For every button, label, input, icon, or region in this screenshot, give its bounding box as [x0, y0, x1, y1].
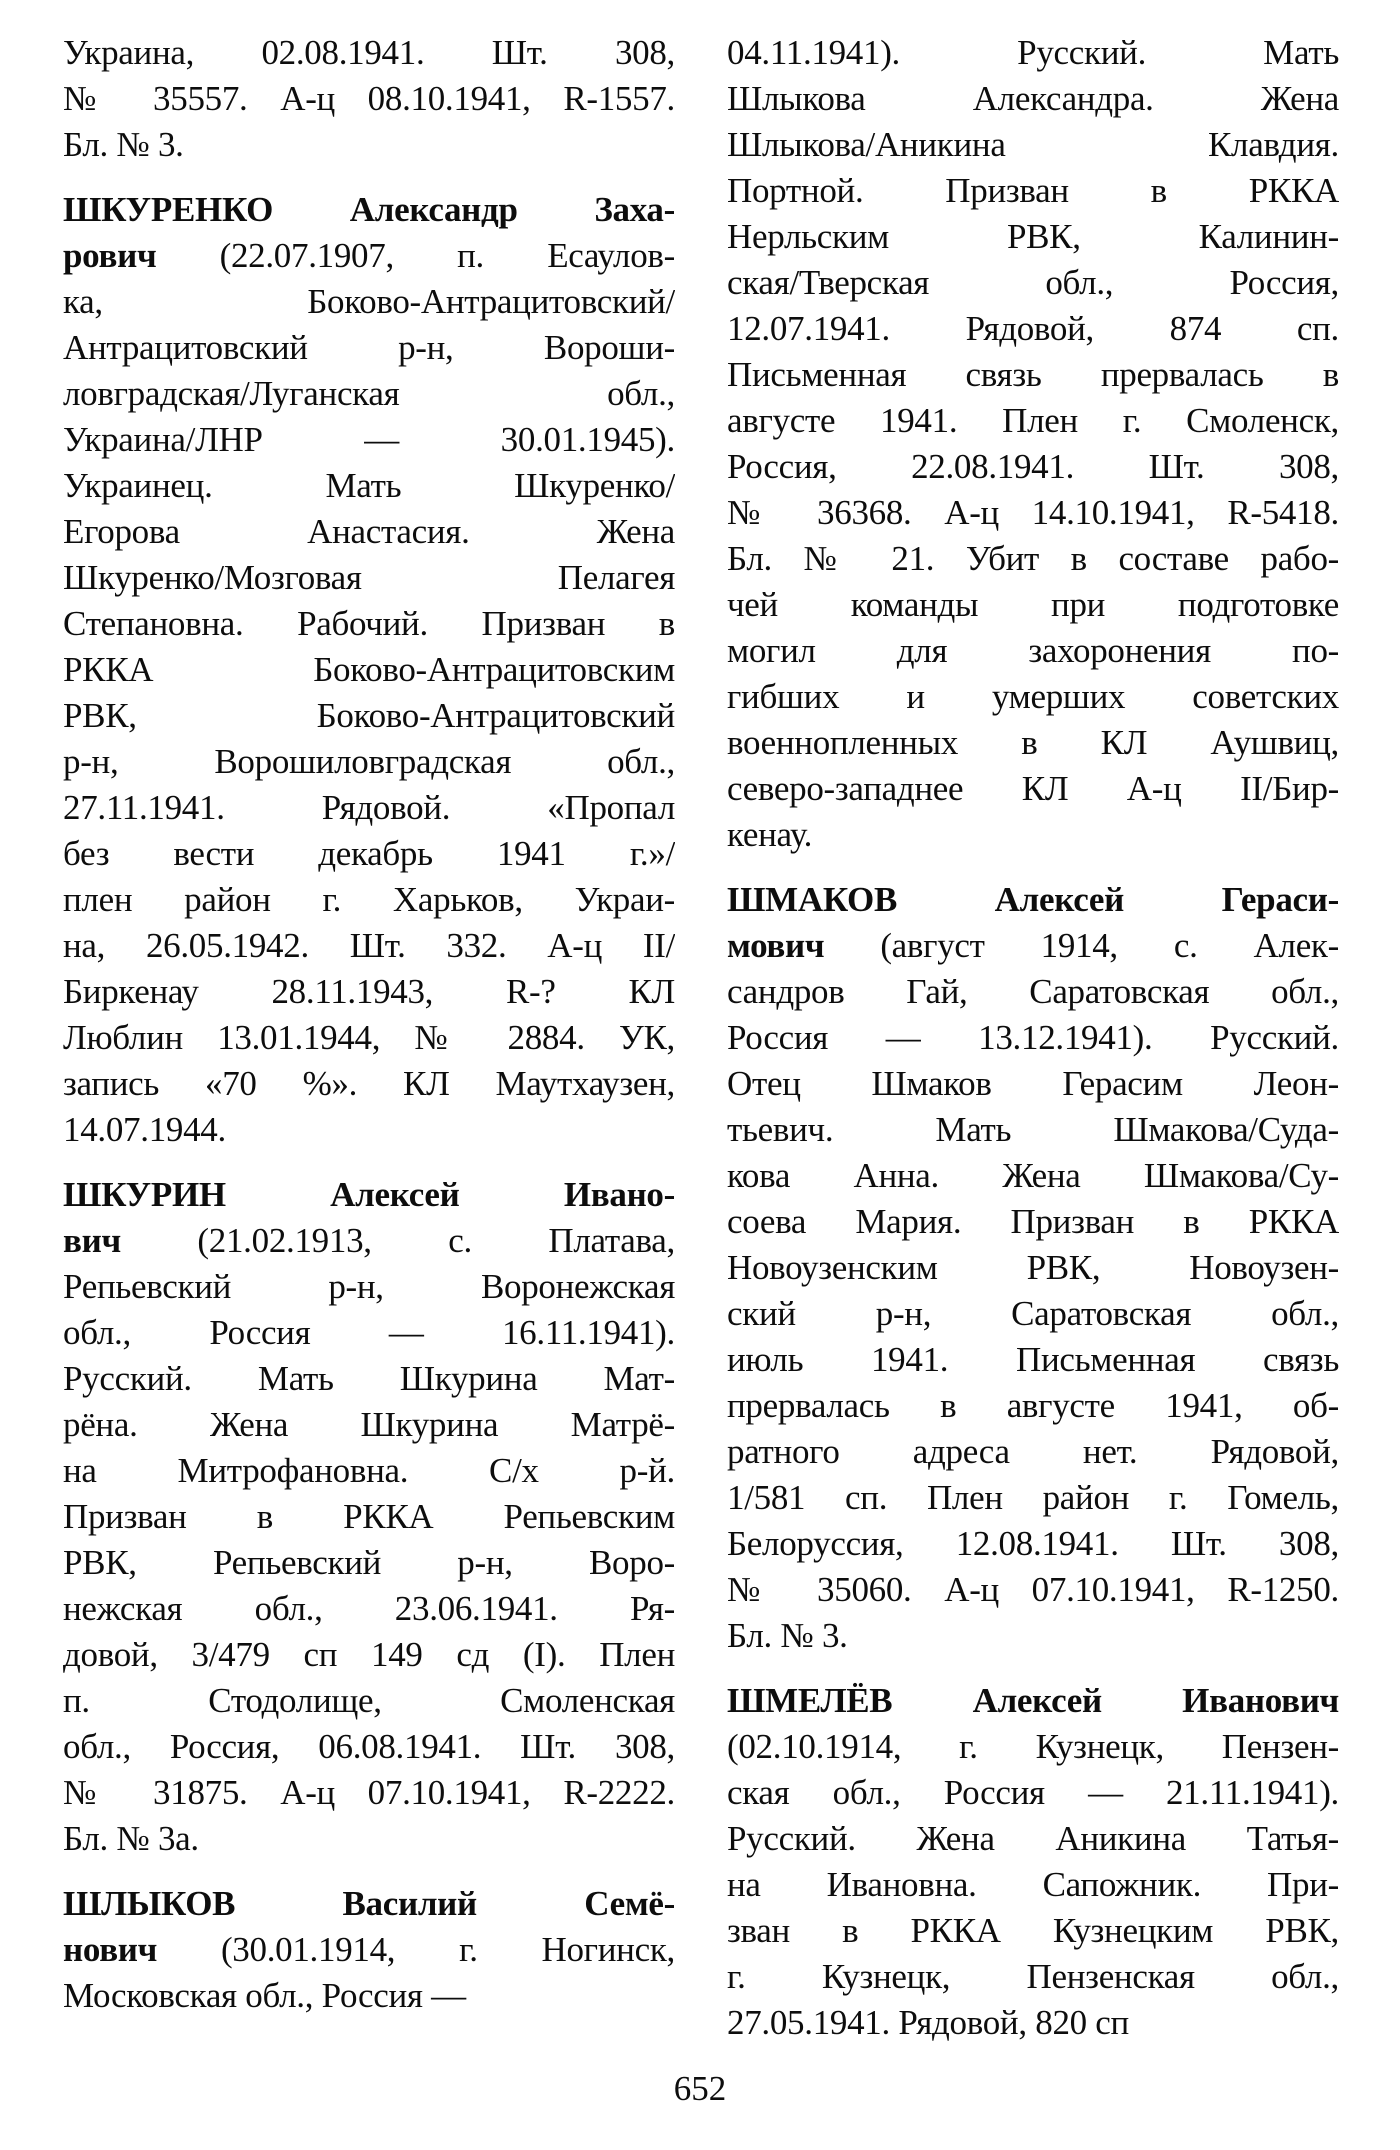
entry-text: зван в РККА Кузнецким РВК,	[727, 1911, 1339, 1950]
text-line	[63, 1264, 675, 1310]
entry-text: Антрацитовский р-н, Вороши-	[63, 328, 675, 367]
entry-text: 1/581 сп. Плен район г. Гомель,	[727, 1478, 1339, 1517]
entry-text: 27.11.1941. Рядовой. «Пропал	[63, 788, 675, 827]
text-line	[63, 279, 675, 325]
text-line	[727, 1337, 1339, 1383]
entry-text: Егорова Анастасия. Жена	[63, 512, 675, 551]
page-number: 652	[673, 2069, 727, 2108]
text-line	[727, 1908, 1339, 1954]
entry-text: Отец Шмаков Герасим Леон-	[727, 1064, 1339, 1103]
entry-text: прервалась в августе 1941, об-	[727, 1386, 1339, 1425]
entry-text: ратного адреса нет. Рядовой,	[727, 1432, 1339, 1471]
right-column	[727, 30, 1339, 2046]
entry-text: Шлыкова/Аникина Клавдия.	[727, 125, 1339, 164]
entry-text: Репьевский р-н, Воронежская	[63, 1267, 675, 1306]
entry-text: Украина, 02.08.1941. Шт. 308,	[63, 33, 675, 72]
entry-text: июль 1941. Письменная связь	[727, 1340, 1339, 1379]
entry-text: плен район г. Харьков, Украи-	[63, 880, 675, 919]
entry-shmelyov	[727, 1678, 1339, 2046]
entry-text: 14.07.1944.	[63, 1110, 226, 1149]
text-line	[727, 214, 1339, 260]
text-line	[727, 1678, 1339, 1724]
text-line	[727, 1521, 1339, 1567]
entry-text: ловградская/Луганская обл.,	[63, 374, 675, 413]
entry-header-name: ШКУРЕНКО Александр Заха-	[63, 190, 675, 229]
entry-text: (02.10.1914, г. Кузнецк, Пензен-	[727, 1727, 1339, 1766]
entry-shlykov	[63, 1881, 675, 2019]
text-line	[727, 720, 1339, 766]
text-line	[727, 1429, 1339, 1475]
text-line	[63, 1540, 675, 1586]
entry-text: Письменная связь прервалась в	[727, 355, 1339, 394]
text-line	[63, 1218, 675, 1264]
entry-text: обл., Россия — 16.11.1941).	[63, 1313, 675, 1352]
text-line	[727, 1383, 1339, 1429]
entry-text: кова Анна. Жена Шмакова/Су-	[727, 1156, 1339, 1195]
entry-text: Бл. № 3.	[727, 1616, 848, 1655]
entry-text: Люблин 13.01.1944, № 2884. УК,	[63, 1018, 675, 1057]
entry-text: рёна. Жена Шкурина Матрё-	[63, 1405, 675, 1444]
entry-text: № 35060. А-ц 07.10.1941, R-1250.	[727, 1570, 1339, 1609]
entry-text: № 36368. А-ц 14.10.1941, R-5418.	[727, 493, 1339, 532]
entry-text: Призван в РККА Репьевским	[63, 1497, 675, 1536]
text-line	[727, 766, 1339, 812]
entry-text: (22.07.1907, п. Есаулов-	[156, 236, 675, 275]
text-line	[63, 463, 675, 509]
entry-text: Русский. Жена Аникина Татья-	[727, 1819, 1339, 1858]
text-line	[63, 122, 675, 168]
text-line	[727, 1816, 1339, 1862]
text-line	[63, 1770, 675, 1816]
entry-text: (30.01.1914, г. Ногинск,	[157, 1930, 675, 1969]
text-line	[63, 187, 675, 233]
text-line	[727, 1107, 1339, 1153]
entry-text: северо-западнее КЛ А-ц II/Бир-	[727, 769, 1339, 808]
text-columns	[63, 30, 1339, 2046]
text-line	[63, 233, 675, 279]
entry-text: кенау.	[727, 815, 813, 854]
text-line	[63, 1973, 675, 2019]
text-line	[727, 1153, 1339, 1199]
text-line	[727, 674, 1339, 720]
entry-header-name: ШЛЫКОВ Василий Семё-	[63, 1884, 675, 1923]
text-line	[727, 306, 1339, 352]
entry-text: 27.05.1941. Рядовой, 820 сп	[727, 2003, 1129, 2042]
entry-text: на, 26.05.1942. Шт. 332. А-ц II/	[63, 926, 675, 965]
text-line	[727, 1954, 1339, 2000]
entry-text: Русский. Мать Шкурина Мат-	[63, 1359, 675, 1398]
text-line	[727, 1199, 1339, 1245]
text-line	[63, 1448, 675, 1494]
text-line	[63, 831, 675, 877]
text-line	[63, 30, 675, 76]
text-line	[727, 628, 1339, 674]
text-line	[63, 1881, 675, 1927]
entry-text: Россия, 22.08.1941. Шт. 308,	[727, 447, 1339, 486]
text-line	[727, 1015, 1339, 1061]
entry-text: Нерльским РВК, Калинин-	[727, 217, 1339, 256]
text-line	[727, 536, 1339, 582]
entry-text: г. Кузнецк, Пензенская обл.,	[727, 1957, 1339, 1996]
entry-text: соева Мария. Призван в РККА	[727, 1202, 1339, 1241]
entry-text: № 35557. А-ц 08.10.1941, R-1557.	[63, 79, 675, 118]
text-line	[727, 582, 1339, 628]
entry-shlykov-continuation	[727, 30, 1339, 858]
text-line	[63, 371, 675, 417]
text-line	[63, 647, 675, 693]
entry-text: Степановна. Рабочий. Призван в	[63, 604, 675, 643]
text-line	[63, 555, 675, 601]
text-line	[727, 1613, 1339, 1659]
text-line	[63, 1356, 675, 1402]
entry-text: (21.02.1913, с. Платава,	[120, 1221, 675, 1260]
entry-text: Новоузенским РВК, Новоузен-	[727, 1248, 1339, 1287]
entry-text: на Митрофановна. С/х р-й.	[63, 1451, 675, 1490]
entry-text: без вести декабрь 1941 г.»/	[63, 834, 675, 873]
entry-shkurenko	[63, 187, 675, 1153]
entry-header-name: нович	[63, 1930, 158, 1969]
entry-text: (август 1914, с. Алек-	[824, 926, 1339, 965]
entry-text: Шлыкова Александра. Жена	[727, 79, 1339, 118]
entry-text: р-н, Ворошиловградская обл.,	[63, 742, 675, 781]
entry-text: военнопленных в КЛ Аушвиц,	[727, 723, 1339, 762]
entry-text: Бл. № 3а.	[63, 1819, 199, 1858]
text-line	[63, 693, 675, 739]
entry-text: нежская обл., 23.06.1941. Ря-	[63, 1589, 675, 1628]
entry-header-name: рович	[63, 236, 157, 275]
text-line	[727, 877, 1339, 923]
entry-text: ская/Тверская обл., Россия,	[727, 263, 1339, 302]
text-line	[727, 969, 1339, 1015]
text-line	[63, 739, 675, 785]
text-line	[727, 1475, 1339, 1521]
entry-text: чей команды при подготовке	[727, 585, 1339, 624]
text-line	[727, 352, 1339, 398]
text-line	[727, 2000, 1339, 2046]
text-line	[727, 1862, 1339, 1908]
left-column	[63, 30, 675, 2046]
entry-text: 04.11.1941). Русский. Мать	[727, 33, 1339, 72]
text-line	[727, 398, 1339, 444]
text-line	[727, 122, 1339, 168]
text-line	[63, 923, 675, 969]
text-line	[727, 30, 1339, 76]
text-line	[727, 260, 1339, 306]
entry-text: Белоруссия, 12.08.1941. Шт. 308,	[727, 1524, 1339, 1563]
text-line	[63, 1172, 675, 1218]
entry-shmakov	[727, 877, 1339, 1659]
text-line	[727, 1291, 1339, 1337]
text-line	[727, 1770, 1339, 1816]
entry-text: на Ивановна. Сапожник. При-	[727, 1865, 1339, 1904]
text-line	[63, 1678, 675, 1724]
text-line	[63, 1107, 675, 1153]
entry-text: ская обл., Россия — 21.11.1941).	[727, 1773, 1339, 1812]
text-line	[727, 444, 1339, 490]
text-line	[63, 1586, 675, 1632]
text-line	[63, 1494, 675, 1540]
text-line	[63, 1632, 675, 1678]
entry-text: гибших и умерших советских	[727, 677, 1339, 716]
text-line	[727, 1245, 1339, 1291]
text-line	[727, 923, 1339, 969]
entry-text: ка, Боково-Антрацитовский/	[63, 282, 675, 321]
text-line	[63, 785, 675, 831]
entry-text: ский р-н, Саратовская обл.,	[727, 1294, 1339, 1333]
text-line	[63, 969, 675, 1015]
entry-text: РВК, Боково-Антрацитовский	[63, 696, 675, 735]
entry-text: довой, 3/479 сп 149 сд (I). Плен	[63, 1635, 675, 1674]
text-line	[63, 509, 675, 555]
text-line	[63, 1816, 675, 1862]
text-line	[63, 76, 675, 122]
entry-text: № 31875. А-ц 07.10.1941, R-2222.	[63, 1773, 675, 1812]
text-line	[63, 1724, 675, 1770]
text-line	[63, 877, 675, 923]
entry-header-name: ШМАКОВ Алексей Гераси-	[727, 880, 1339, 919]
entry-text: РККА Боково-Антрацитовским	[63, 650, 675, 689]
text-line	[63, 1927, 675, 1973]
entry-text: могил для захоронения по-	[727, 631, 1339, 670]
text-line	[727, 76, 1339, 122]
entry-text: запись «70 %». КЛ Маутхаузен,	[63, 1064, 675, 1103]
text-line	[63, 1061, 675, 1107]
entry-text: РВК, Репьевский р-н, Воро-	[63, 1543, 675, 1582]
entry-header-name: вич	[63, 1221, 121, 1260]
entry-text: п. Стодолище, Смоленская	[63, 1681, 675, 1720]
text-line	[63, 417, 675, 463]
entry-header-name: ШКУРИН Алексей Ивано-	[63, 1175, 675, 1214]
entry-text: Бл. № 21. Убит в составе рабо-	[727, 539, 1339, 578]
entry-text: 12.07.1941. Рядовой, 874 сп.	[727, 309, 1339, 348]
entry-text: сандров Гай, Саратовская обл.,	[727, 972, 1339, 1011]
text-line	[727, 1724, 1339, 1770]
entry-continuation-previous	[63, 30, 675, 168]
entry-shkurin	[63, 1172, 675, 1862]
text-line	[63, 1310, 675, 1356]
entry-text: Московская обл., Россия —	[63, 1976, 466, 2015]
text-line	[727, 1061, 1339, 1107]
text-line	[727, 812, 1339, 858]
entry-text: Портной. Призван в РККА	[727, 171, 1339, 210]
entry-text: августе 1941. Плен г. Смоленск,	[727, 401, 1339, 440]
entry-text: тьевич. Мать Шмакова/Суда-	[727, 1110, 1339, 1149]
text-line	[63, 601, 675, 647]
entry-text: Шкуренко/Мозговая Пелагея	[63, 558, 675, 597]
entry-header-name: мович	[727, 926, 825, 965]
text-line	[63, 325, 675, 371]
text-line	[727, 168, 1339, 214]
entry-text: Россия — 13.12.1941). Русский.	[727, 1018, 1339, 1057]
entry-text: Украинец. Мать Шкуренко/	[63, 466, 675, 505]
text-line	[63, 1015, 675, 1061]
text-line	[727, 490, 1339, 536]
entry-text: Украина/ЛНР — 30.01.1945).	[63, 420, 675, 459]
entry-header-name: ШМЕЛЁВ Алексей Иванович	[727, 1681, 1339, 1720]
entry-text: обл., Россия, 06.08.1941. Шт. 308,	[63, 1727, 675, 1766]
text-line	[727, 1567, 1339, 1613]
entry-text: Бл. № 3.	[63, 125, 184, 164]
text-line	[63, 1402, 675, 1448]
entry-text: Биркенау 28.11.1943, R-? КЛ	[63, 972, 675, 1011]
